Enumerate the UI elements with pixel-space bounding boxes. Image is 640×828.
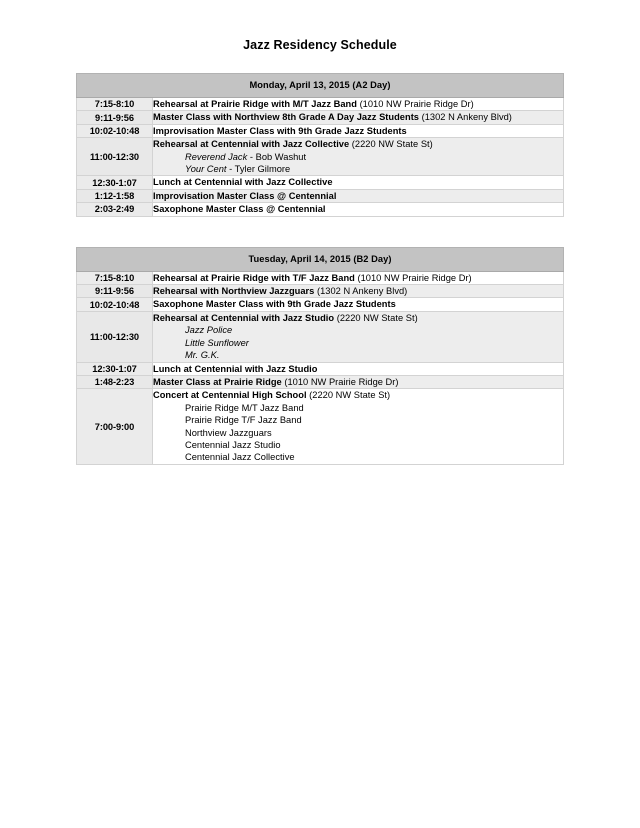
event-title: Saxophone Master Class @ Centennial bbox=[153, 204, 326, 215]
event-headline bbox=[153, 111, 563, 123]
event-time: 10:02-10:48 bbox=[77, 124, 153, 137]
table-row bbox=[77, 124, 564, 137]
list-item bbox=[185, 414, 563, 426]
tune-title: Reverend Jack bbox=[185, 151, 248, 162]
event-headline bbox=[153, 203, 563, 215]
event-title: Rehearsal at Prairie Ridge with M/T Jazz Band bbox=[153, 99, 357, 109]
event-title: Rehearsal with Northview Jazzguars bbox=[153, 286, 315, 297]
event-time: 1:48-2:23 bbox=[77, 375, 153, 388]
table-row bbox=[77, 375, 564, 388]
event-title: Rehearsal at Centennial with Jazz Studio bbox=[153, 312, 335, 323]
event-location: (2220 NW State St) bbox=[309, 390, 391, 401]
list-item bbox=[185, 439, 563, 451]
event-title: Master Class at Prairie Ridge bbox=[153, 376, 282, 387]
event-details bbox=[153, 111, 564, 124]
table-row bbox=[77, 298, 564, 311]
event-time: 12:30-1:07 bbox=[77, 176, 153, 189]
event-headline bbox=[153, 285, 563, 297]
schedule-table bbox=[76, 247, 564, 465]
table-row bbox=[77, 98, 564, 111]
event-title: Rehearsal at Prairie Ridge with T/F Jazz Band bbox=[153, 272, 355, 283]
list-item bbox=[185, 349, 563, 361]
event-location: (1010 NW Prairie Ridge Dr) bbox=[357, 272, 472, 283]
table-row bbox=[77, 362, 564, 375]
tune-title: Jazz Police bbox=[185, 325, 233, 336]
list-item bbox=[185, 151, 563, 163]
event-location: (1302 N Ankeny Blvd) bbox=[421, 112, 512, 123]
sub-item-credit: Prairie Ridge M/T Jazz Band bbox=[185, 402, 304, 413]
day-header-row bbox=[77, 74, 564, 98]
event-details bbox=[153, 389, 564, 464]
event-details bbox=[153, 189, 564, 202]
event-location: (2220 NW State St) bbox=[336, 312, 418, 323]
table-row bbox=[77, 111, 564, 124]
event-details bbox=[153, 271, 564, 284]
event-details bbox=[153, 203, 564, 216]
event-location: (1010 NW Prairie Ridge Dr) bbox=[359, 99, 474, 109]
event-details bbox=[153, 285, 564, 298]
event-details bbox=[153, 138, 564, 176]
event-details bbox=[153, 362, 564, 375]
table-row bbox=[77, 138, 564, 176]
event-time: 11:00-12:30 bbox=[77, 138, 153, 176]
event-time: 7:15-8:10 bbox=[77, 271, 153, 284]
event-title: Master Class with Northview 8th Grade A Day Jazz Students bbox=[153, 112, 419, 123]
event-details bbox=[153, 98, 564, 111]
event-details bbox=[153, 375, 564, 388]
event-details bbox=[153, 176, 564, 189]
list-item bbox=[185, 324, 563, 336]
event-time: 11:00-12:30 bbox=[77, 311, 153, 362]
sub-item-credit: - Bob Washut bbox=[247, 151, 307, 162]
page-title: Jazz Residency Schedule bbox=[243, 38, 397, 52]
event-headline bbox=[153, 138, 563, 150]
table-row bbox=[77, 389, 564, 464]
event-title: Improvisation Master Class @ Centennial bbox=[153, 190, 337, 201]
list-item bbox=[185, 427, 563, 439]
event-headline bbox=[153, 272, 563, 284]
event-headline bbox=[153, 363, 563, 375]
event-sub-list bbox=[153, 402, 563, 464]
event-details bbox=[153, 298, 564, 311]
sub-item-credit: Centennial Jazz Studio bbox=[185, 439, 281, 450]
schedule-tables bbox=[0, 52, 640, 465]
day-header: Tuesday, April 14, 2015 (B2 Day) bbox=[77, 247, 564, 271]
table-row bbox=[77, 311, 564, 362]
event-headline bbox=[153, 176, 563, 188]
event-headline bbox=[153, 298, 563, 310]
event-time: 2:03-2:49 bbox=[77, 203, 153, 216]
tune-title: Mr. G.K. bbox=[185, 350, 220, 361]
event-headline bbox=[153, 190, 563, 202]
event-time: 7:15-8:10 bbox=[77, 98, 153, 111]
table-row bbox=[77, 176, 564, 189]
table-row bbox=[77, 203, 564, 216]
sub-item-credit: Centennial Jazz Collective bbox=[185, 452, 295, 463]
sub-item-credit: Prairie Ridge T/F Jazz Band bbox=[185, 415, 302, 426]
tune-title: Your Cent bbox=[185, 164, 227, 175]
table-row bbox=[77, 271, 564, 284]
schedule-table bbox=[76, 73, 564, 217]
event-location: (1302 N Ankeny Blvd) bbox=[316, 286, 408, 297]
event-headline bbox=[153, 376, 563, 388]
event-sub-list bbox=[153, 151, 563, 176]
event-sub-list bbox=[153, 324, 563, 361]
event-title: Concert at Centennial High School bbox=[153, 390, 307, 401]
tune-title: Little Sunflower bbox=[185, 337, 249, 348]
event-time: 9:11-9:56 bbox=[77, 285, 153, 298]
event-headline bbox=[153, 98, 563, 110]
table-row bbox=[77, 189, 564, 202]
event-time: 1:12-1:58 bbox=[77, 189, 153, 202]
event-title: Saxophone Master Class with 9th Grade Jazz Students bbox=[153, 299, 396, 310]
event-title: Improvisation Master Class with 9th Grade Jazz Students bbox=[153, 125, 407, 136]
event-headline bbox=[153, 125, 563, 137]
sub-item-credit: - Tyler Gilmore bbox=[226, 164, 291, 175]
event-title: Lunch at Centennial with Jazz Studio bbox=[153, 363, 318, 374]
list-item bbox=[185, 337, 563, 349]
event-details bbox=[153, 311, 564, 362]
list-item bbox=[185, 163, 563, 175]
event-location: (1010 NW Prairie Ridge Dr) bbox=[284, 376, 399, 387]
event-title: Lunch at Centennial with Jazz Collective bbox=[153, 177, 333, 188]
event-title: Rehearsal at Centennial with Jazz Collective bbox=[153, 139, 350, 150]
event-time: 7:00-9:00 bbox=[77, 389, 153, 464]
list-item bbox=[185, 451, 563, 463]
event-time: 9:11-9:56 bbox=[77, 111, 153, 124]
event-headline bbox=[153, 312, 563, 324]
day-header-row bbox=[77, 247, 564, 271]
event-headline bbox=[153, 389, 563, 401]
table-row bbox=[77, 285, 564, 298]
day-header: Monday, April 13, 2015 (A2 Day) bbox=[77, 74, 564, 98]
event-details bbox=[153, 124, 564, 137]
event-time: 12:30-1:07 bbox=[77, 362, 153, 375]
list-item bbox=[185, 402, 563, 414]
sub-item-credit: Northview Jazzguars bbox=[185, 427, 272, 438]
event-time: 10:02-10:48 bbox=[77, 298, 153, 311]
event-location: (2220 NW State St) bbox=[351, 139, 433, 150]
